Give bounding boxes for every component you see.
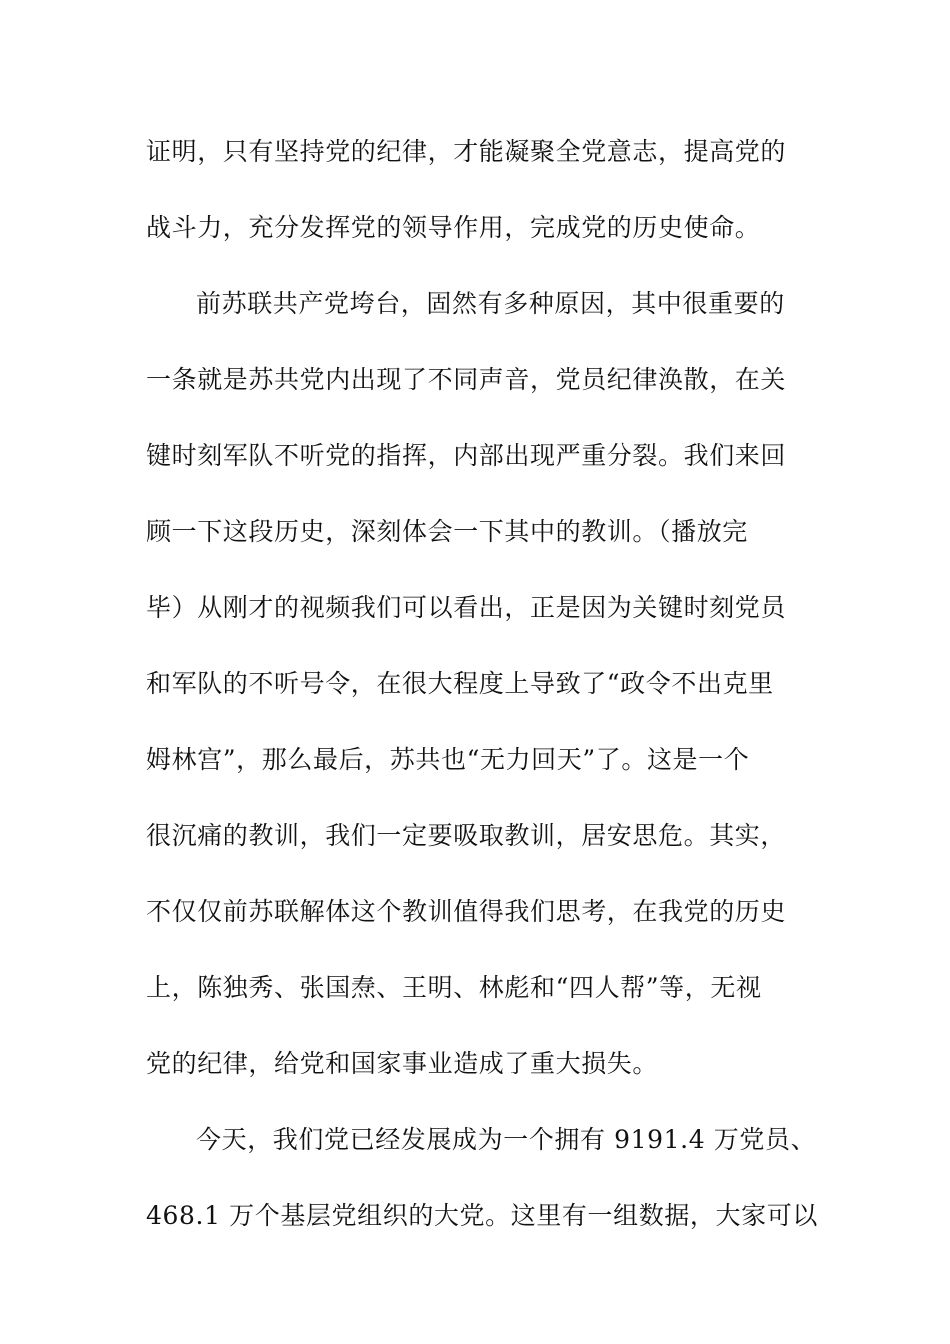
text-line: 姆林宫”，那么最后，苏共也“无力回天”了。这是一个 (146, 745, 750, 774)
text-line: 毕）从刚才的视频我们可以看出，正是因为关键时刻党员 (146, 593, 787, 622)
text-line: 党的纪律，给党和国家事业造成了重大损失。 (146, 1049, 659, 1078)
text-line: 战斗力，充分发挥党的领导作用，完成党的历史使命。 (146, 213, 761, 242)
paragraph-start-line: 今天，我们党已经发展成为一个拥有 9191.4 万党员、 (196, 1125, 817, 1154)
document-body (146, 130, 818, 1270)
text-line: 一条就是苏共党内出现了不同声音，党员纪律涣散，在关 (146, 365, 787, 394)
text-line: 不仅仅前苏联解体这个教训值得我们思考，在我党的历史 (146, 897, 787, 926)
text-line: 顾一下这段历史，深刻体会一下其中的教训。（播放完 (146, 517, 748, 546)
text-line: 和军队的不听号令，在很大程度上导致了“政令不出克里 (146, 669, 774, 698)
text-line: 上，陈独秀、张国焘、王明、林彪和“四人帮”等，无视 (146, 973, 762, 1002)
paragraph-start-line: 前苏联共产党垮台，固然有多种原因，其中很重要的 (196, 289, 785, 318)
text-line: 468.1 万个基层党组织的大党。这里有一组数据，大家可以 (146, 1201, 818, 1230)
text-line: 键时刻军队不听党的指挥，内部出现严重分裂。我们来回 (146, 441, 787, 470)
text-line: 证明，只有坚持党的纪律，才能凝聚全党意志，提高党的 (146, 137, 787, 166)
text-line: 很沉痛的教训，我们一定要吸取教训，居安思危。其实， (146, 821, 787, 850)
